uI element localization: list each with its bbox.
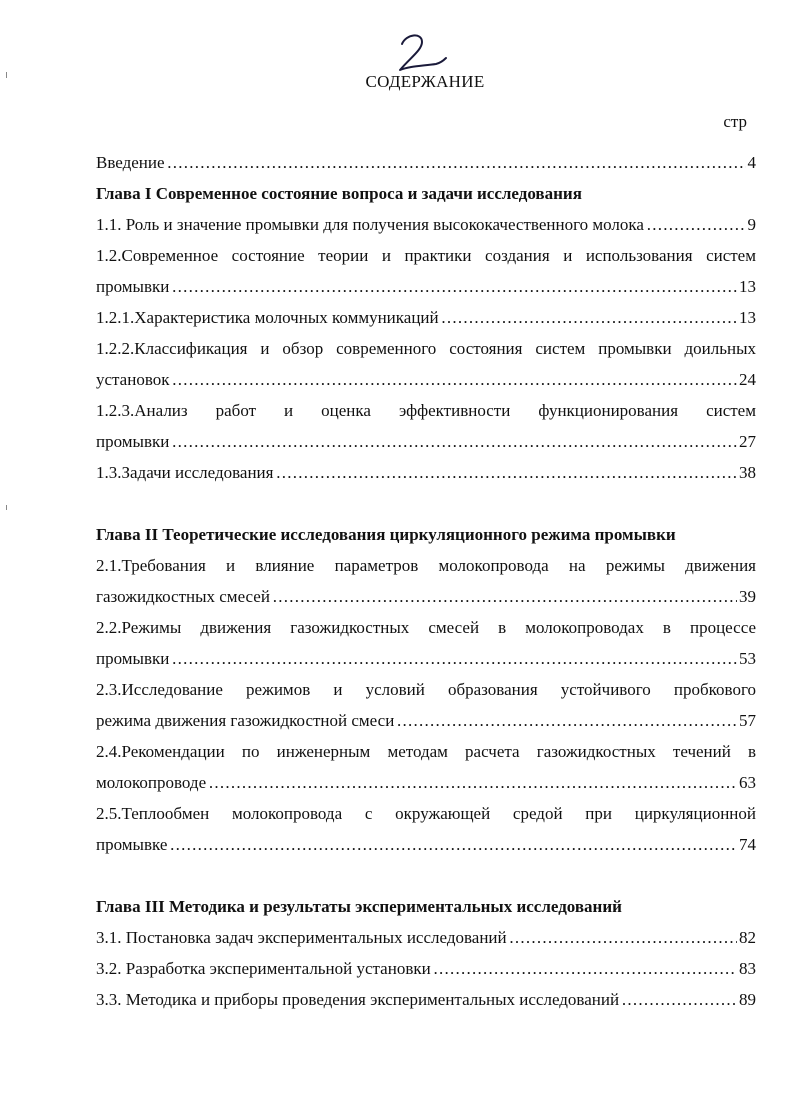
page-title: СОДЕРЖАНИЕ	[365, 72, 485, 91]
table-of-contents	[96, 147, 756, 1015]
section-gap	[96, 488, 756, 519]
toc-entry-1-2-1	[96, 302, 756, 333]
toc-entry-page: 63	[739, 773, 756, 792]
toc-entry-2-2	[96, 612, 756, 674]
page-column-label: стр	[723, 112, 747, 131]
toc-entry-page: 82	[739, 928, 756, 947]
toc-entry-page: 83	[739, 959, 756, 978]
toc-entry-2-1	[96, 550, 756, 612]
toc-entry-text: 2.1.Требования и влияние параметров молокопровода на режимы движения	[96, 556, 756, 575]
toc-entry-page: 9	[747, 215, 756, 234]
toc-entry-page: 27	[739, 432, 756, 451]
toc-entry-page: 39	[739, 587, 756, 606]
toc-entry-page: 38	[739, 463, 756, 482]
toc-entry-text: 1.1. Роль и значение промывки для получения высококачественного молока	[96, 215, 644, 234]
toc-entry-text-continued: газожидкостных смесей	[96, 587, 270, 606]
scan-margin-mark	[6, 505, 7, 510]
toc-entry-intro	[96, 147, 756, 178]
toc-entry-text-continued: установок	[96, 370, 170, 389]
toc-entry-3-2	[96, 953, 756, 984]
toc-entry-text: 1.2.Современное состояние теории и практики создания и использования систем	[96, 246, 756, 265]
toc-entry-page: 57	[739, 711, 756, 730]
toc-entry-text: 1.2.2.Классификация и обзор современного состояния систем промывки доильных	[96, 339, 756, 358]
toc-entry-1-2-3	[96, 395, 756, 457]
toc-entry-text: 2.5.Теплообмен молокопровода с окружающей средой при циркуляционной	[96, 804, 756, 823]
toc-entry-text-continued: режима движения газожидкостной смеси	[96, 711, 395, 730]
toc-entry-text-continued: промывки	[96, 649, 170, 668]
toc-entry-page: 13	[739, 277, 756, 296]
toc-entry-page: 13	[739, 308, 756, 327]
chapter-1-heading: Глава I Современное состояние вопроса и задачи исследования	[96, 184, 582, 203]
toc-entry-text: 3.3. Методика и приборы проведения экспериментальных исследований	[96, 990, 620, 1009]
toc-entry-1-2	[96, 240, 756, 302]
toc-entry-text: 1.2.1.Характеристика молочных коммуникаций	[96, 308, 439, 327]
toc-entry-text-continued: промывке	[96, 835, 168, 854]
toc-entry-text: 2.4.Рекомендации по инженерным методам расчета газожидкостных течений в	[96, 742, 756, 761]
toc-entry-text: 3.1. Постановка задач экспериментальных исследований	[96, 928, 507, 947]
toc-entry-text: 2.2.Режимы движения газожидкостных смесей в молокопроводах в процессе	[96, 618, 756, 637]
toc-entry-2-4	[96, 736, 756, 798]
toc-entry-text-continued: молокопроводе	[96, 773, 207, 792]
toc-entry-page: 89	[739, 990, 756, 1009]
handwritten-page-number	[392, 30, 452, 78]
toc-entry-page: 74	[739, 835, 756, 854]
toc-entry-page: 53	[739, 649, 756, 668]
chapter-2-heading: Глава II Теоретические исследования циркуляционного режима промывки	[96, 525, 676, 544]
toc-entry-1-1	[96, 209, 756, 240]
toc-entry-1-3	[96, 457, 756, 488]
toc-entry-page: 4	[747, 153, 756, 172]
toc-entry-2-3	[96, 674, 756, 736]
toc-entry-text: 1.3.Задачи исследования	[96, 463, 274, 482]
toc-entry-page: 24	[739, 370, 756, 389]
toc-entry-text: 2.3.Исследование режимов и условий образования устойчивого пробкового	[96, 680, 756, 699]
toc-entry-text-continued: промывки	[96, 432, 170, 451]
toc-entry-3-1	[96, 922, 756, 953]
toc-entry-text: 3.2. Разработка экспериментальной установки	[96, 959, 431, 978]
chapter-3-heading: Глава III Методика и результаты экспериментальных исследований	[96, 897, 622, 916]
toc-entry-text-continued: промывки	[96, 277, 170, 296]
toc-entry-1-2-2	[96, 333, 756, 395]
toc-entry-text: 1.2.3.Анализ работ и оценка эффективности функционирования систем	[96, 401, 756, 420]
section-gap	[96, 860, 756, 891]
toc-entry-2-5	[96, 798, 756, 860]
toc-entry-3-3	[96, 984, 756, 1015]
toc-entry-text: Введение	[96, 153, 165, 172]
